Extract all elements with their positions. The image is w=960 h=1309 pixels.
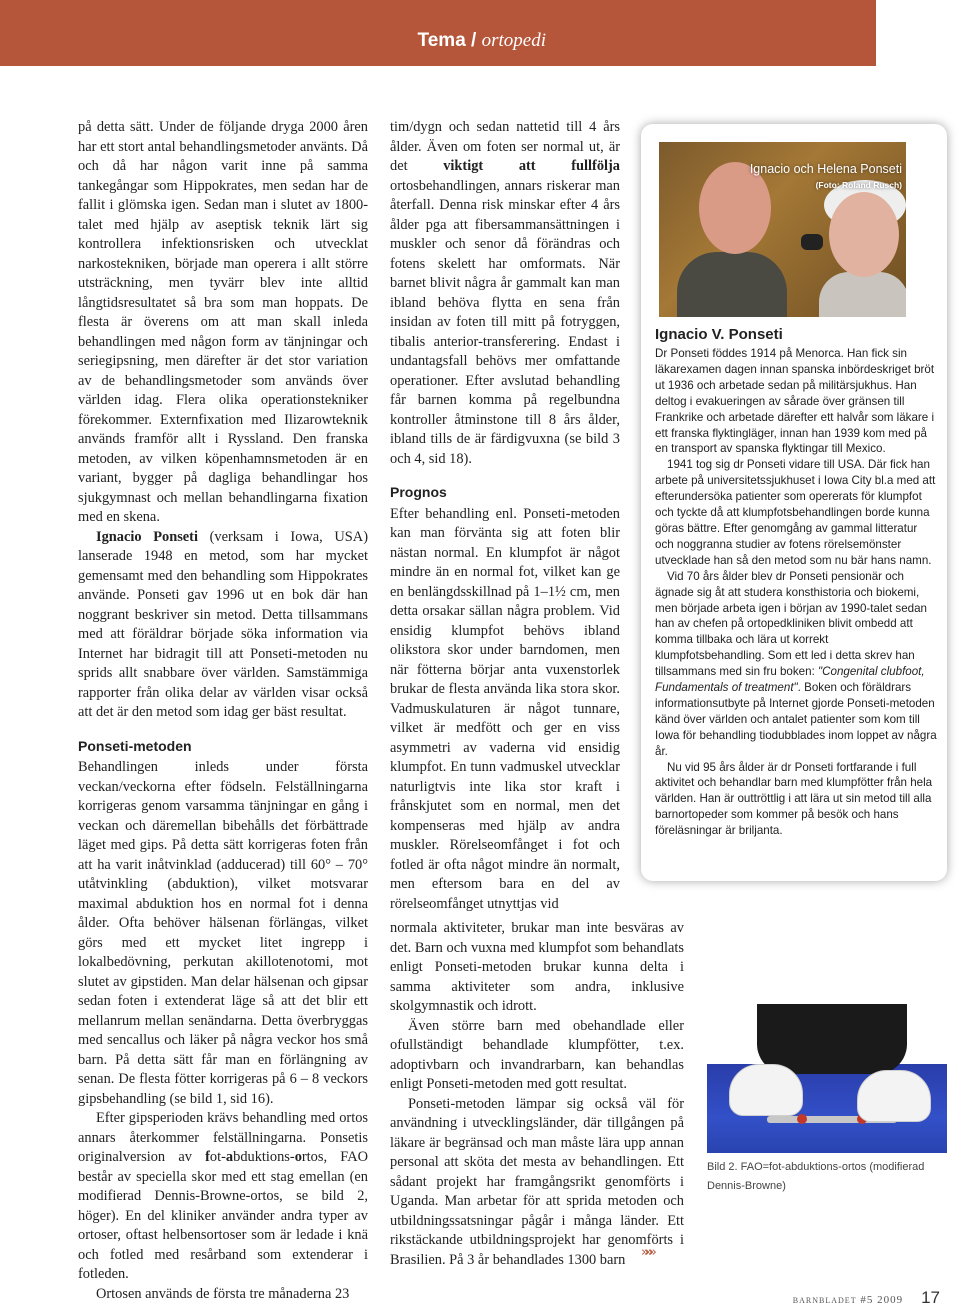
publication-name: barnbladet #5 2009 xyxy=(792,1294,904,1306)
paragraph: Dr Ponseti föddes 1914 på Menorca. Han fick sin läkarexamen dagen innan spanska inbördeskriget bröt ut 1936 och arbetade sedan på militärsjukhus. Han deltog i evakueringen av sårade över gränsen till Frankrike och arbetade därefter ett halvår som läkare i ett franska flyktingläger, innan han 1939 kom med på en transport av spanska flyktingar till Mexico. xyxy=(655,347,935,456)
page-footer xyxy=(793,1288,940,1308)
photo-credit: (Foto: Roland Rusch) xyxy=(815,180,902,190)
section-subtitle: ortopedi xyxy=(481,30,546,51)
continue-arrows-icon: »»» xyxy=(641,1245,653,1260)
orthosis-shoe xyxy=(857,1070,931,1122)
paragraph: på detta sätt. Under de följande dryga 2000 åren har ett stort antal behandlingsmetoder använts. Då och då har någon varit inne på samma tankegångar som Hippokrates, men sedan har de fallit i glömska igen. Sedan man i slutet av 1800-talet med hjälp av aseptisk teknik lärt sig kontrollera infektionsrisken och utvecklat narkostekniken, började man operera i allt större utsträckning, men tyvärr blev inte alltid långtidsresultatet så bra som man hoppats. De flesta är överens om att man skall inleda behandlingen med någon form av tänjningar och seriegipsning, men därefter är det stor variation av de behandlingsmetoder som används över världen idag. Flera olika operationstekniker förekommer. Externfixation med Ilizarowteknik används framför allt i Ryssland. Den franska metoden, av vilken köpenhamnsmetoden är en variant, bygger på dagliga behandlingar hos sjukgymnast och mellan behandlingarna fixation med en skena. xyxy=(78,119,368,525)
photo-figure xyxy=(829,192,899,277)
paragraph: Efter behandling enl. Ponseti-metoden kan man förvänta sig att foten blir nästan normal. En klumpfot är något mindre än en normal fot, vilket kan ge en benlängdsskillnad på 1–1½ cm, men detta orsakar sällan några problem. Vid ensidig klumpfot behövs ibland olikstora skor under barndomen, men när fötterna börjar anta vuxenstorlek brukar de flesta använda lika stora skor. Vadmuskulaturen är något tunnare, vilket är medfött och ger en viss asymmetri av vaderna vid ensidig klumpfot. En tunn vadmuskel utvecklar naturligtvis inte lika stor kraft i frånskjutet som en normal, men det kompenseras med hjälp av andra muskler. Rörelseomfånget i fot och fotled är ofta något mindre än normalt, men eftersom bara en del av rörelseomfånget utnyttjas vid xyxy=(390,505,620,912)
photo-figure xyxy=(757,1004,907,1074)
paragraph: 1941 tog sig dr Ponseti vidare till USA. Där fick han arbete på universitetssjukhuset i Iowa City bl.a med att efterundersöka patienter som opererats för klumpfot och tyckte då att klumpfotsbehandlingen borde kunna göras bättre. Efter genomgång av gammal litteratur och noggranna studier av fotens rörelsemönster utvecklade han så den metod som nu bär hans namn. xyxy=(655,458,936,567)
paragraph: Ignacio Ponseti (verksam i Iowa, USA) lanserade 1948 en metod, som har mycket gemensamt med den behandling som Hippokrates använde. Ponseti gav 1996 ut en bok där han noggrant beskriver sin metod. Detta tillsammans med att föräldrar började söka information via Internet har bidragit till att Ponseti-metoden nu sprids allt snabbare över världen. Samstämmiga rapporter från olika delar av världen visar också att det är den metod som idag ger bäst resultat. xyxy=(78,528,368,720)
subheading-prognos: Prognos xyxy=(390,484,447,500)
section-title xyxy=(418,30,546,52)
paragraph: Efter gipsperioden krävs behandling med ortos annars återkommer felställningarna. Ponsetis originalversion av fot-abduktions-ortos, FAO består av speciella skor med ett stag emellan (en modifierad Dennis-Browne-ortos, se bild 2, höger). En del kliniker använder andra typer av ortoser, oftast helbensortoser som är ledade i knä och fotled med resårband som extenderar i fotleden. xyxy=(78,1110,368,1282)
orthosis-joint xyxy=(797,1114,807,1124)
figure-2-caption: Bild 2. FAO=fot-abduktions-ortos (modifierad Dennis-Browne) xyxy=(707,1161,925,1192)
paragraph: Nu vid 95 års ålder är dr Ponseti fortfarande i full aktivitet och behandlar barn med klumpfötter från hela världen. Han är outtröttlig i att lära ut sin metod till alla barnortopeder som kommer på besök och hans föreläsningar är briljanta. xyxy=(655,760,933,838)
article-column-1 xyxy=(78,118,368,1304)
article-column-2-continued xyxy=(390,919,684,1270)
paragraph: tim/dygn och sedan nattetid till 4 års ålder. Även om foten ser normal ut, är det viktigt att fullfölja ortosbehandlingen, annars riskerar man återfall. Denna risk minskar efter 4 års ålder pga att fibersammansättningen i muskler och senor då förändras och fotens skelett har omformats. När barnet blivit några år gammalt kan man ibland behöva flytta en sena från insidan av foten till mitt på fotryggen, tibalis anterior-transferering. Endast i undantagsfall behövs mer omfattande operationer. Efter avslutad behandling får barnen komma på regelbundna kontroller åtminstone till 8 års ålder, ibland tills de är färdigvuxna (se bild 3 och 4, sid 18). xyxy=(390,119,620,467)
photo-figure xyxy=(819,272,906,317)
article-column-2 xyxy=(390,118,620,914)
microphone-shape xyxy=(801,234,823,250)
paragraph: Ponseti-metoden lämpar sig också väl för användning i utvecklingsländer, där tillgången på läkare är begränsad och man måste lära upp annan personal att sköta det mesta av behandlingen. Ett sådant projekt har framgångsrikt genomförts i Uganda. Man arbetar för att sprida metoden och utbildningssatsningar pågår i många länder. Ett rikstäckande utbildningsprojekt har genomförts i Brasilien. På 3 år behandlades 1300 barn xyxy=(390,1095,684,1268)
paragraph: Behandlingen inleds under första veckan/veckorna efter födseln. Felställningarna korrigeras genom varsamma tänjningar en gång i veckan och däremellan bibehålls det förbättrade läget med gips. På detta sätt korrigeras foten från att ha varit inåtvinklad (adducerad) till 60° – 70° utåtvinkling (abduktion), vilket motsvarar maximal abduktion hos en normal fot i denna ålder. Ofta behöver hälsenan förlängas, vilket görs med ett mycket litet ingrepp i lokalbedövning, perkutan akillotenotomi, mot slutet av gipstiden. Man delar hälsenan och gipsar sedan foten i extenderat läge så att det blir ett mellanrum mellan senändarna. Detta överbryggas med sencallus och läker på några veckor hos små barn. På detta sätt får man en förlängning av senan. De flesta fötter korrigeras på 6 – 8 veckors gipsbehandling (se bild 1, sid 16). xyxy=(78,759,368,1107)
paragraph: normala aktiviteter, brukar man inte besväras av det. Barn och vuxna med klumpfot som behandlats enligt Ponseti-metoden brukar kunna delta i samma aktiviteter som andra, inklusive skolgymnastik och idrott. xyxy=(390,920,684,1014)
paragraph: Vid 70 års ålder blev dr Ponseti pensionär och ägnade sig åt att studera konsthistoria och biokemi, men började arbeta igen i början av 1990-talet sedan han av chefen på ortopedkliniken blivit ombedd att komma tillbaka och lära ut korrekt klumpfotsbehandling. Som ett led i detta skrev han tillsammans med sin fru boken: "Congenital clubfoot, Fundamentals of treatment". Boken och föräldrars informationsutbyte på Internet gjorde Ponseti-metoden känd över världen och antalet patienter som kom till Iowa för behandling tiodubblades inom loppet av några år. xyxy=(655,569,937,758)
section-title-main: Tema / xyxy=(417,30,477,51)
photo-caption: Ignacio och Helena Ponseti xyxy=(749,162,902,176)
ponseti-photo xyxy=(659,142,906,317)
photo-figure xyxy=(677,252,787,317)
subheading-ponseti-metoden: Ponseti-metoden xyxy=(78,737,192,754)
orthosis-shoe xyxy=(729,1064,803,1116)
biography-name: Ignacio V. Ponseti xyxy=(655,326,783,343)
bold-name: Ignacio Ponseti xyxy=(96,528,198,545)
page-header xyxy=(0,0,876,66)
book-title: "Congenital clubfoot, Fundamentals of treatment" xyxy=(655,665,925,695)
page-number: 17 xyxy=(921,1288,940,1307)
fao-orthosis-photo xyxy=(707,1004,947,1153)
paragraph: Ortosen används de första tre månaderna 23 xyxy=(96,1285,350,1302)
biography-box xyxy=(641,124,947,881)
biography-text xyxy=(655,346,937,839)
paragraph: Även större barn med obehandlade eller ofullständigt behandlade klumpfötter, t.ex. adoptivbarn och invandrarbarn, kan behandlas enligt Ponseti-metoden med gott resultat. xyxy=(390,1017,684,1092)
